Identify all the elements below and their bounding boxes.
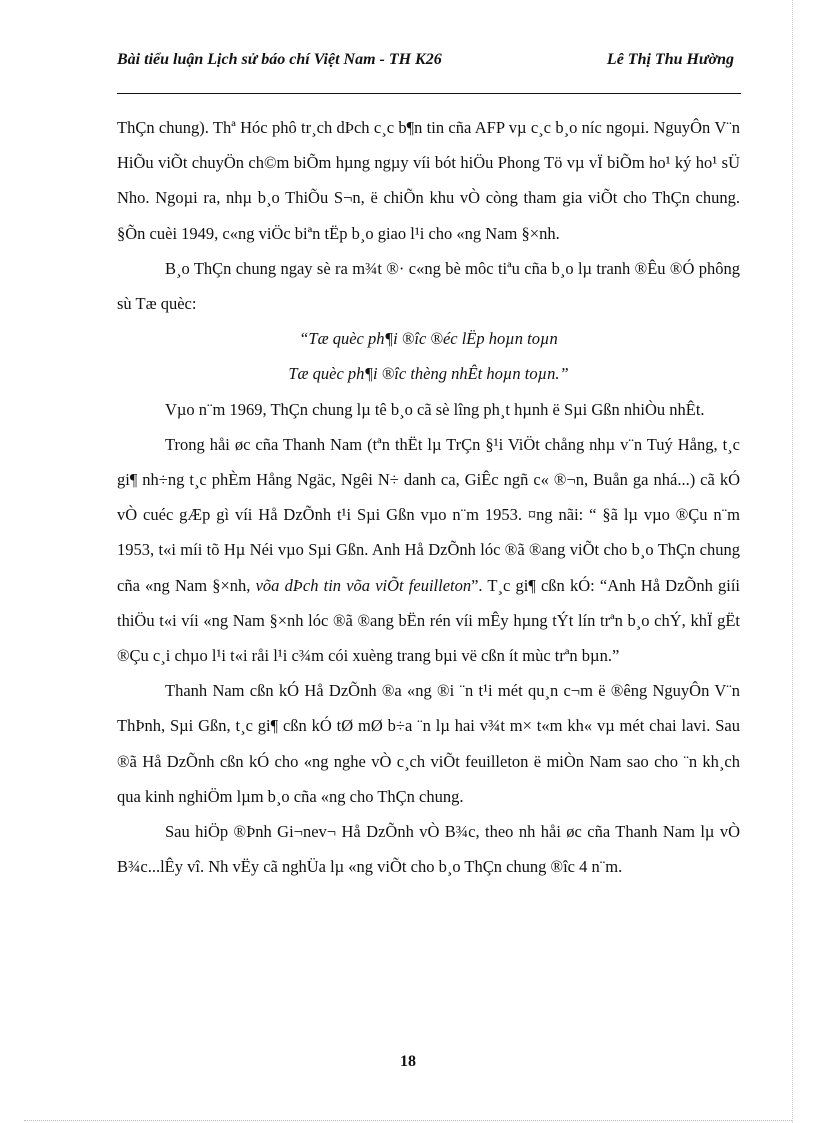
paragraph-4 (117, 427, 740, 673)
page-side-border (792, 0, 793, 1123)
page-bottom-border (24, 1120, 792, 1121)
document-title: Bài tiểu luận Lịch sử báo chí Việt Nam - TH K26 (117, 51, 442, 68)
paragraph-1: ThÇn chung). Thª Hóc phô tr¸ch dÞch c¸c b¶n tin cña AFP vµ c¸c b¸o níc ngoµi. NguyÔn V¨n HiÕu viÕt chuyÖn ch©m biÕm hµng ngµy víi bót hiÖu Phong Tö vµ vÏ biÕm ho¹ ký ho¹ sÜ Nho. Ngoµi ra, nhµ b¸o ThiÕu S¬n, ë chiÕn khu vÒ còng tham gia viÕt cho ThÇn chung. §Õn cuèi 1949, c«ng viÖc biªn tËp b¸o giao l¹i cho «ng Nam §×nh. (117, 118, 740, 243)
paragraph-4-italic: võa dÞch tin võa viÕt feuilleton (255, 575, 472, 595)
author-name: Lê Thị Thu Hường (606, 51, 734, 68)
paragraph-5: Thanh Nam cßn kÓ Hå DzÕnh ®a «ng ®i ¨n t¹i mét qu¸n c¬m ë ®êng NguyÔn V¨n ThÞnh, Sµi Gßn, t¸c gi¶ cßn kÓ tØ mØ b÷a ¨n lµ hai v¾t m× t«m kh« vµ mét chai lavi. Sau ®ã Hå DzÕnh cßn kÓ cho «ng nghe vÒ c¸ch viÕt feuilleton ë miÒn Nam sao cho ¨n kh¸ch qua kinh nghiÖm lµm b¸o cña «ng cho ThÇn chung. (117, 681, 740, 806)
paragraph-6: Sau hiÖp ®Þnh Gi¬nev¬ Hå DzÕnh vÒ B¾c, theo nh håi øc cña Thanh Nam lµ vÒ B¾c...lÊy vî. Nh vËy cã nghÜa lµ «ng viÕt cho b¸o ThÇn chung ®îc 4 n¨m. (117, 822, 740, 877)
page-number: 18 (400, 1053, 416, 1070)
paragraph-4-end: ”. T¸c gi¶ cßn kÓ: “Anh Hå DzÕnh giíi thiÖu t«i víi «ng Nam §×nh lóc ®ã ®ang bËn rén víi mÊy hµng tÝt lín trªn b¸o chÝ, khÏ gËt ®Çu c¸i chµo l¹i t«i råi l¹i c¾m cói xuèng trang bµi vë cßn ít mùc trªn bµn.” (117, 575, 741, 666)
paragraph-3: Vµo n¨m 1969, ThÇn chung lµ tê b¸o cã sè lîng ph¸t hµnh ë Sµi Gßn nhiÒu nhÊt. (165, 399, 705, 419)
quote-line-1: “Tæ quèc ph¶i ®îc ®éc lËp hoµn toµn (299, 329, 558, 349)
paragraph-2: B¸o ThÇn chung ngay sè ra m¾t ®· c«ng bè môc tiªu cña b¸o lµ tranh ®Êu ®Ó phông sù Tæ quèc: (117, 258, 740, 314)
paragraph-4-start: Trong håi øc cña Thanh Nam (tªn thËt lµ TrÇn §¹i ViÖt chång nhµ v¨n Tuý Hång, t¸c gi¶ nh÷ng t¸c phÈm Hång Ngäc, Ngêi N÷ danh ca, GiÊc ngñ c« ®¬n, Buån ga nhá...) cã kÓ vÒ cuéc gÆp gì víi Hå DzÕnh t¹i Sµi Gßn vµo n¨m 1953. ¤ng nãi: “ §ã lµ vµo ®Çu n¨m 1953, t«i míi tõ Hµ Néi vµo Sµi Gßn. Anh Hå DzÕnh lóc ®ã ®ang viÕt cho b¸o ThÇn chung cña «ng Nam §×nh, (117, 434, 740, 595)
quote-line-2: Tæ quèc ph¶i ®îc thèng nhÊt hoµn toµn.” (288, 364, 569, 384)
header-divider (117, 93, 741, 94)
body-text (117, 110, 740, 884)
